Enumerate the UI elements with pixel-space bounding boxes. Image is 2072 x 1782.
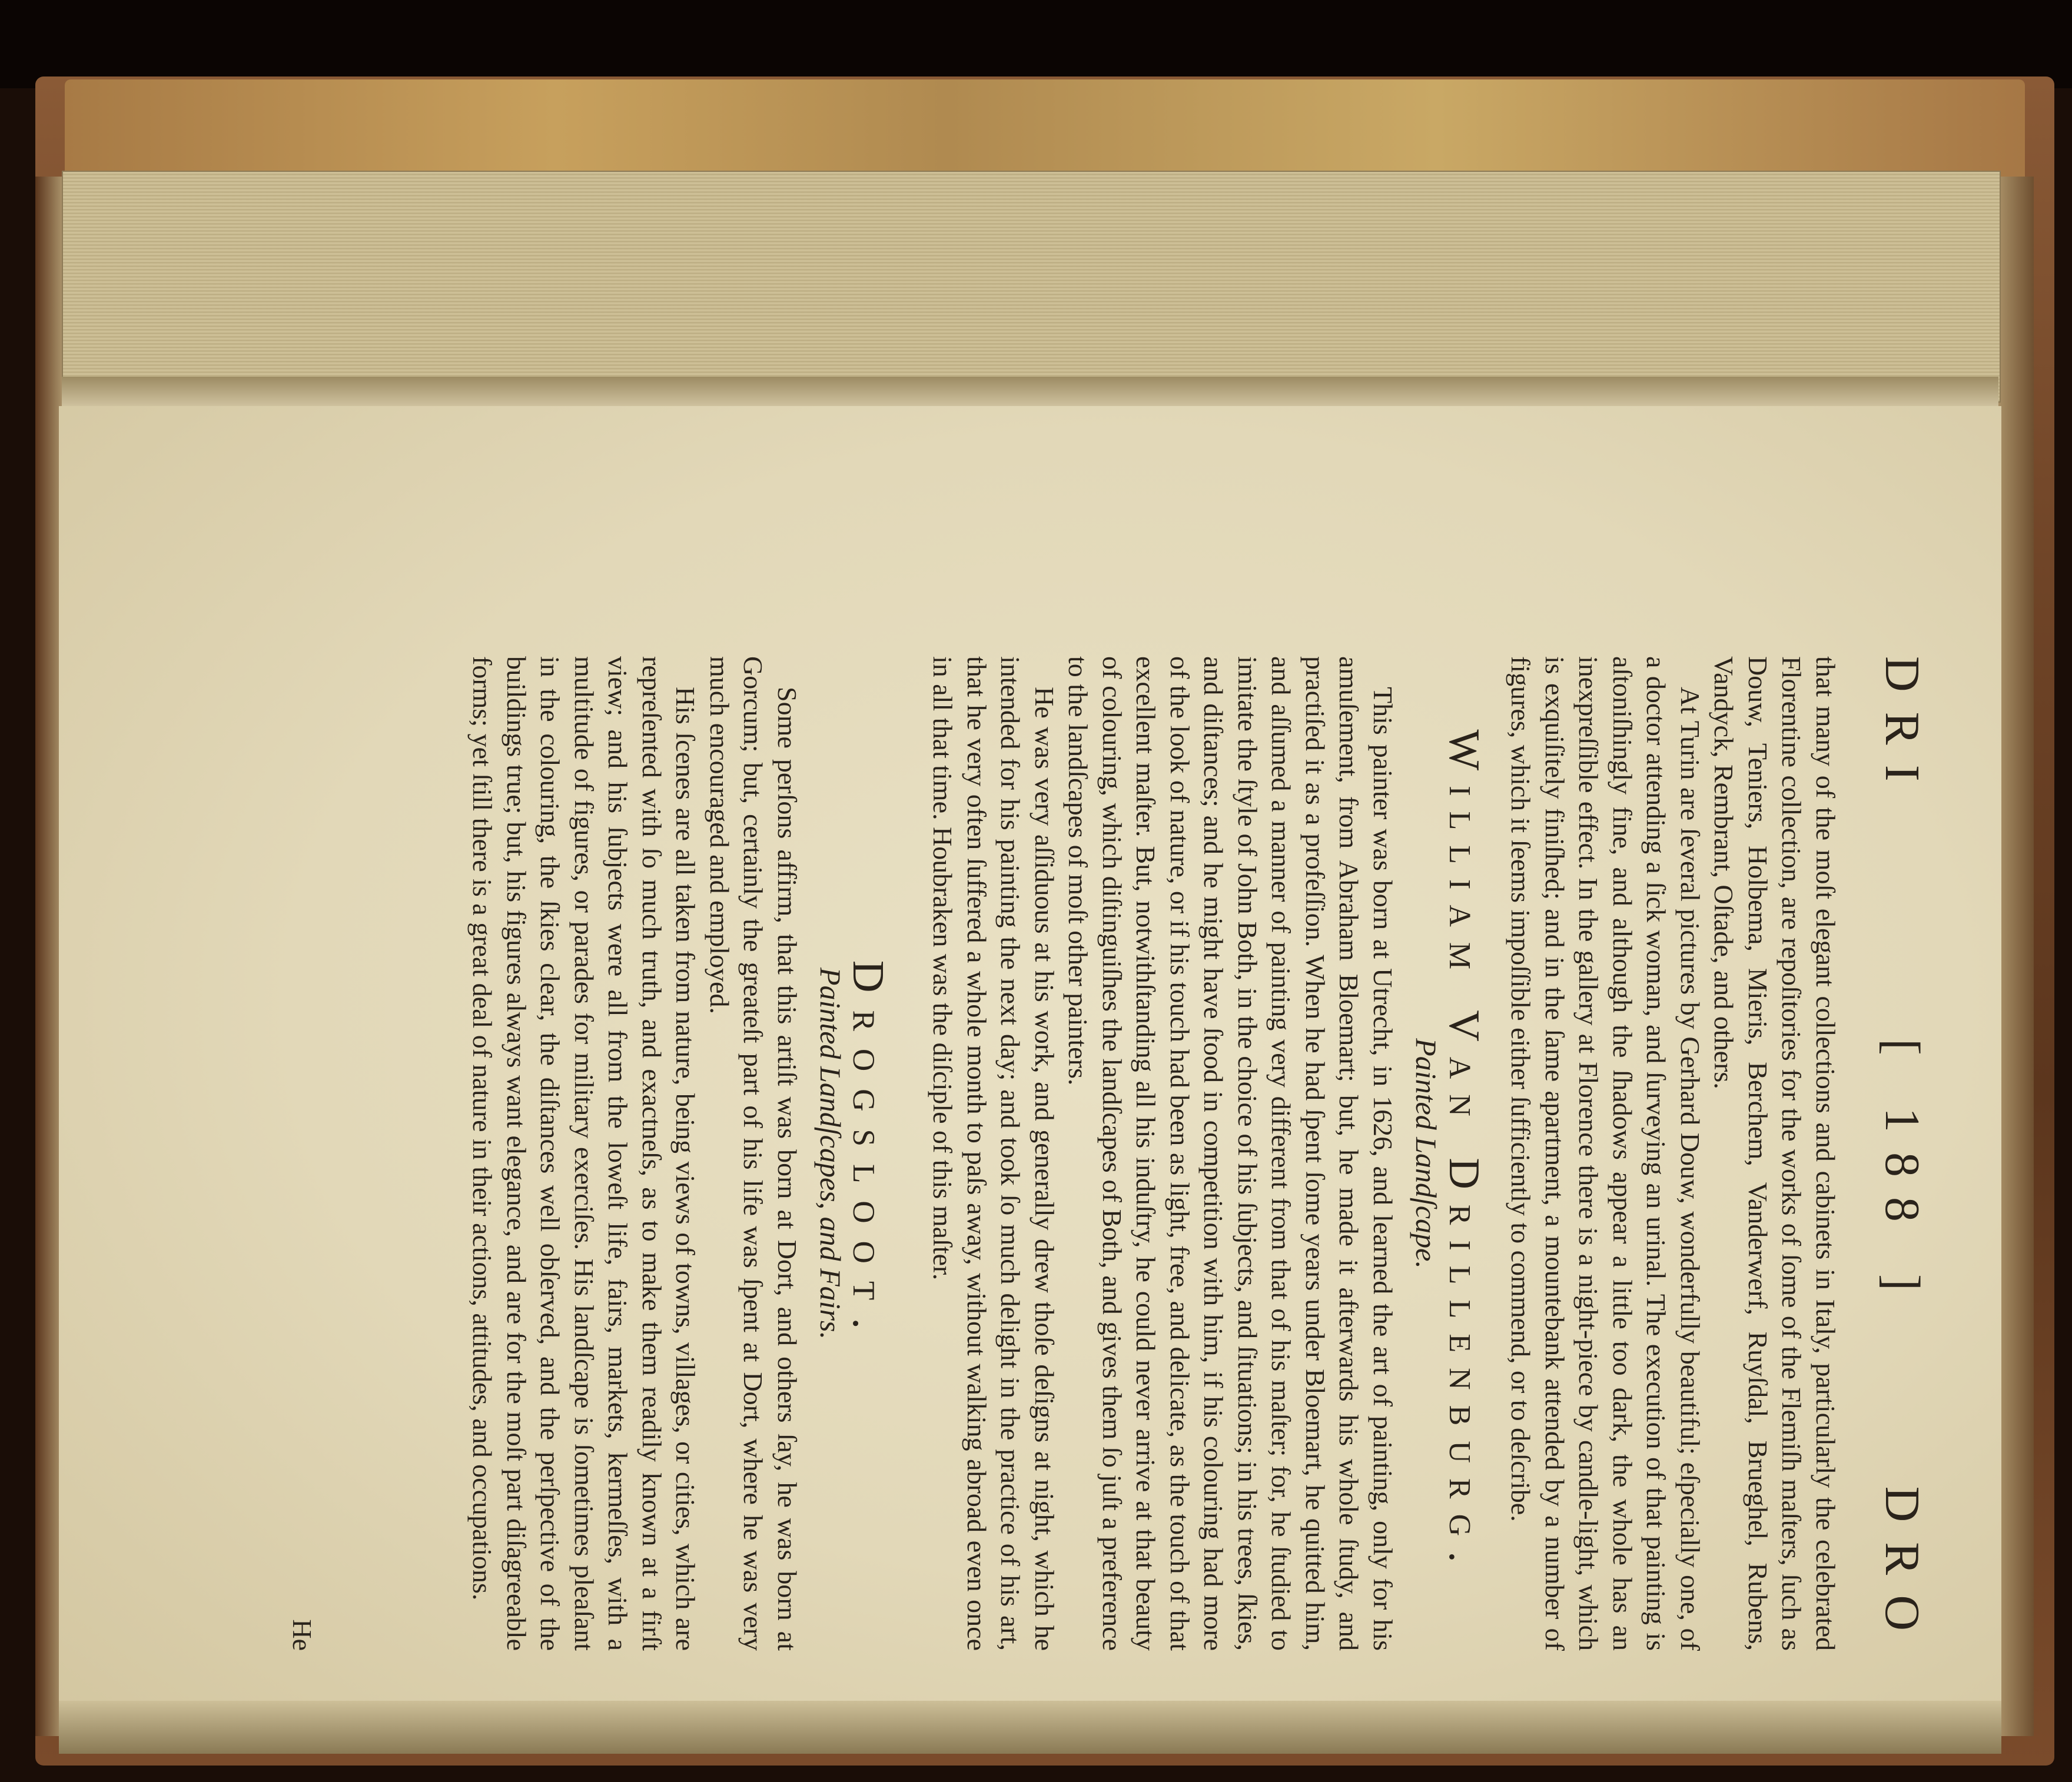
section-subtitle-drillenburg: Painted Landſcape.	[1410, 1038, 1443, 1269]
body-text	[466, 656, 1842, 1651]
page-number: [ 188 ]	[1875, 1039, 1930, 1311]
page-gutter	[59, 1701, 2001, 1754]
catchword: He	[287, 1619, 317, 1651]
paragraph-drogsloot-2: His ſcenes are all taken from nature, being views of towns, villages, or cities, which are repreſented with ſo much truth, and exactneſs, as to make them readily known at a firſt view; and his ſubjects were all from the loweſt life, fairs, markets, kermeſſes, with a multitude of figures, or parades for military exerciſes. His landſcape is ſometimes pleaſant in the colouring, the ſkies clear, the diſtances well obſerved, and the perſpective of the buildings true; but, his figures always want elegance, and are for the moſt part diſagreeable forms; yet ſtill there is a great deal of nature in their actions, attitudes, and occupations.	[467, 656, 701, 1651]
cover-edge	[65, 79, 2025, 185]
binding-left	[35, 177, 62, 1736]
section-title-drogsloot: Drogsloot.	[844, 960, 893, 1347]
paragraph-intro: that many of the moſt elegant collections and cabinets in Italy, particularly the celebrated Florentine collection, are repoſitories for the works of ſome of the Flemiſh maſters, ſuch as Douw, Teniers, Holbema, Mieris, Berchem, Vanderwerf, Ruyſdal, Brueghel, Rubens, Vandyck, Rembrant, Oſtade, and others.	[1709, 656, 1841, 1651]
paragraph-turin: At Turin are ſeveral pictures by Gerhard Douw, wonderfully beautiful; eſpecially one, of a doctor attending a ſick woman, and ſurveying an urinal. The execution of that painting is aſtoniſhingly fine, and although the ſhadows appear a little too dark, the whole has an inexpreſſible effect. In the gallery at Florence there is a night-piece by candle-light, which is exquiſitely finiſhed; and in the ſame apartment, a mountebank attended by a number of figures, which it ſeems impoſſible either ſufficiently to commend, or to deſcribe.	[1506, 656, 1705, 1651]
paragraph-drogsloot-1: Some perſons affirm, that this artiſt was born at Dort, and others ſay, he was born at Gorcum; but, certainly the greateſt part of his life was ſpent at Dort, where he was very much encouraged and employed.	[705, 656, 802, 1651]
running-head-right: DRO	[1875, 1486, 1930, 1651]
section-subtitle-drogsloot: Painted Landſcapes, and Fairs.	[814, 968, 848, 1339]
page-edges	[62, 171, 2001, 403]
running-head	[1860, 656, 1931, 1651]
dark-background	[0, 0, 2072, 88]
page-text-block	[271, 656, 1931, 1651]
paragraph-drillenburg-1: This painter was born at Utrecht, in 1626, and learned the art of painting, only for his amuſement, from Abraham Bloemart; but, he made it afterwards his whole ſtudy, and practiſed it as a profeſſion. When he had ſpent ſome years under Bloemart, he quitted him, and aſſumed a manner of painting very different from that of his maſter; for, he ſtudied to imitate the ſtyle of John Both, in the choice of his ſubjects, and ſituations; in his trees, ſkies, and diſtances; and he might have ſtood in competition with him, if his colouring had more of the look of nature, or if his touch had been as light, free, and delicate, as the touch of that excellent maſter. But, notwithſtanding all his induſtry, he could never arrive at that beauty of colouring, which diſtinguiſhes the landſcapes of Both, and gives them ſo juſt a preference to the landſcapes of moſt other painters.	[1063, 656, 1398, 1651]
running-head-left: DRI	[1875, 656, 1930, 802]
section-title-drillenburg: William Van Drillenburg.	[1440, 729, 1488, 1578]
binding-right	[1998, 177, 2034, 1736]
paragraph-drillenburg-2: He was very aſſiduous at his work, and generally drew thoſe deſigns at night, which he intended for his painting the next day; and took ſo much delight in the practice of his art, that he very often ſuffered a whole month to paſs away, without walking abroad even once in all that time. Houbraken was the diſciple of this maſter.	[928, 656, 1060, 1651]
